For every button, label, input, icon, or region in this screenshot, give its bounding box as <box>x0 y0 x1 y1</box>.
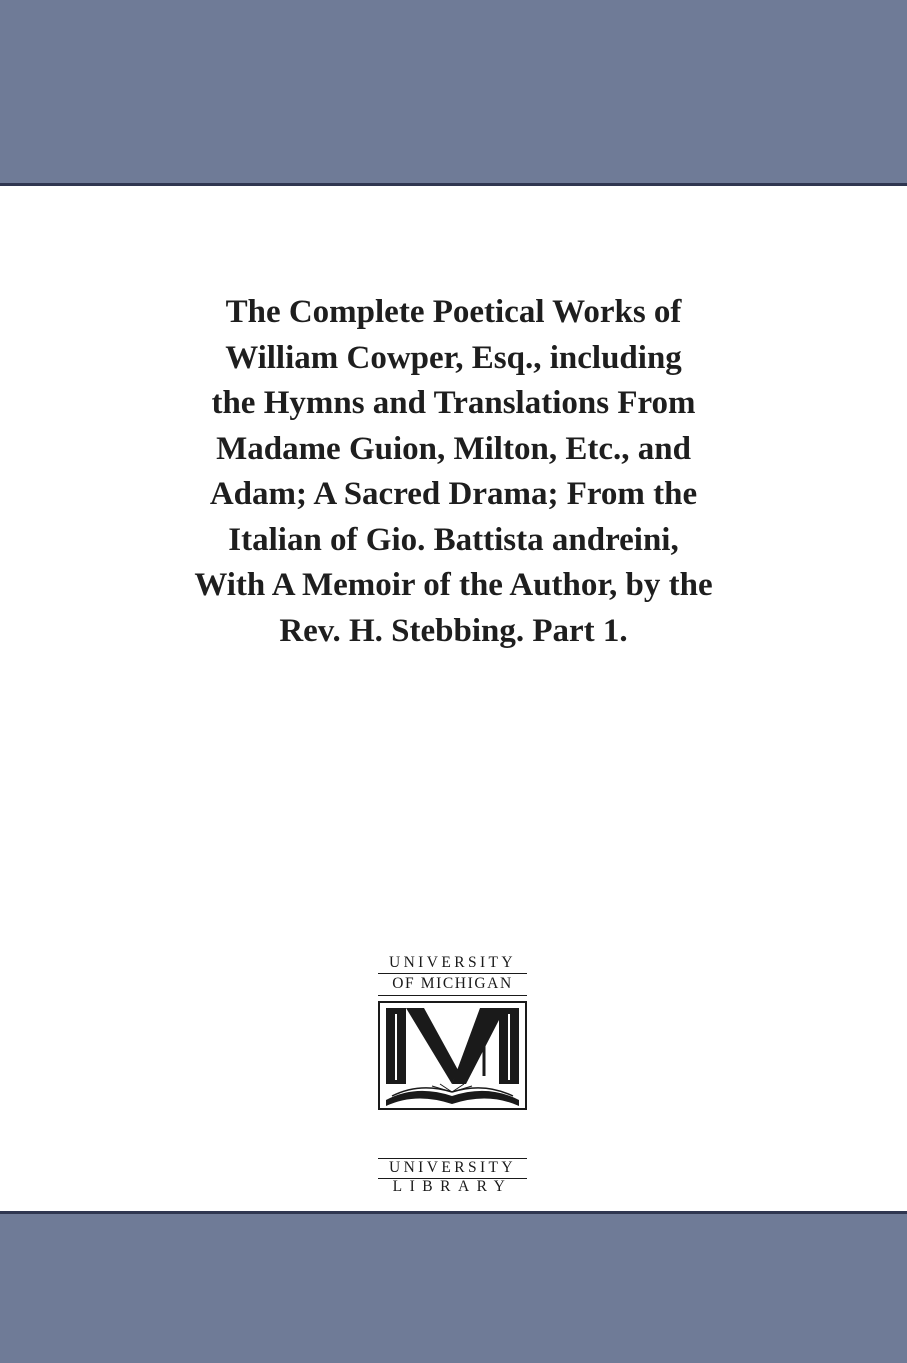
logo-text-university-bottom: UNIVERSITY <box>389 1159 516 1176</box>
title-line: Madame Guion, Milton, Etc., and <box>216 430 691 467</box>
logo-rule <box>378 973 527 974</box>
title-line: Adam; A Sacred Drama; From the <box>209 476 698 512</box>
title-line: Rev. H. Stebbing. Part 1. <box>279 612 628 649</box>
logo-text-university-top: UNIVERSITY <box>389 954 516 971</box>
logo-text-of-michigan: OF MICHIGAN <box>392 975 513 992</box>
title-line: Italian of Gio. Battista andreini, <box>228 521 679 558</box>
title-line: William Cowper, Esq., including <box>225 339 682 376</box>
title-line: the Hymns and Translations From <box>211 385 696 421</box>
university-library-logo <box>376 954 529 1194</box>
michigan-m-book-icon <box>376 1000 529 1112</box>
book-title <box>0 290 907 654</box>
title-line: With A Memoir of the Author, by the <box>194 567 713 603</box>
bottom-color-band <box>0 1211 907 1363</box>
logo-text-library: LIBRARY <box>392 1178 513 1195</box>
logo-rule <box>378 995 527 996</box>
title-line: The Complete Poetical Works of <box>225 294 682 330</box>
top-color-band <box>0 0 907 186</box>
